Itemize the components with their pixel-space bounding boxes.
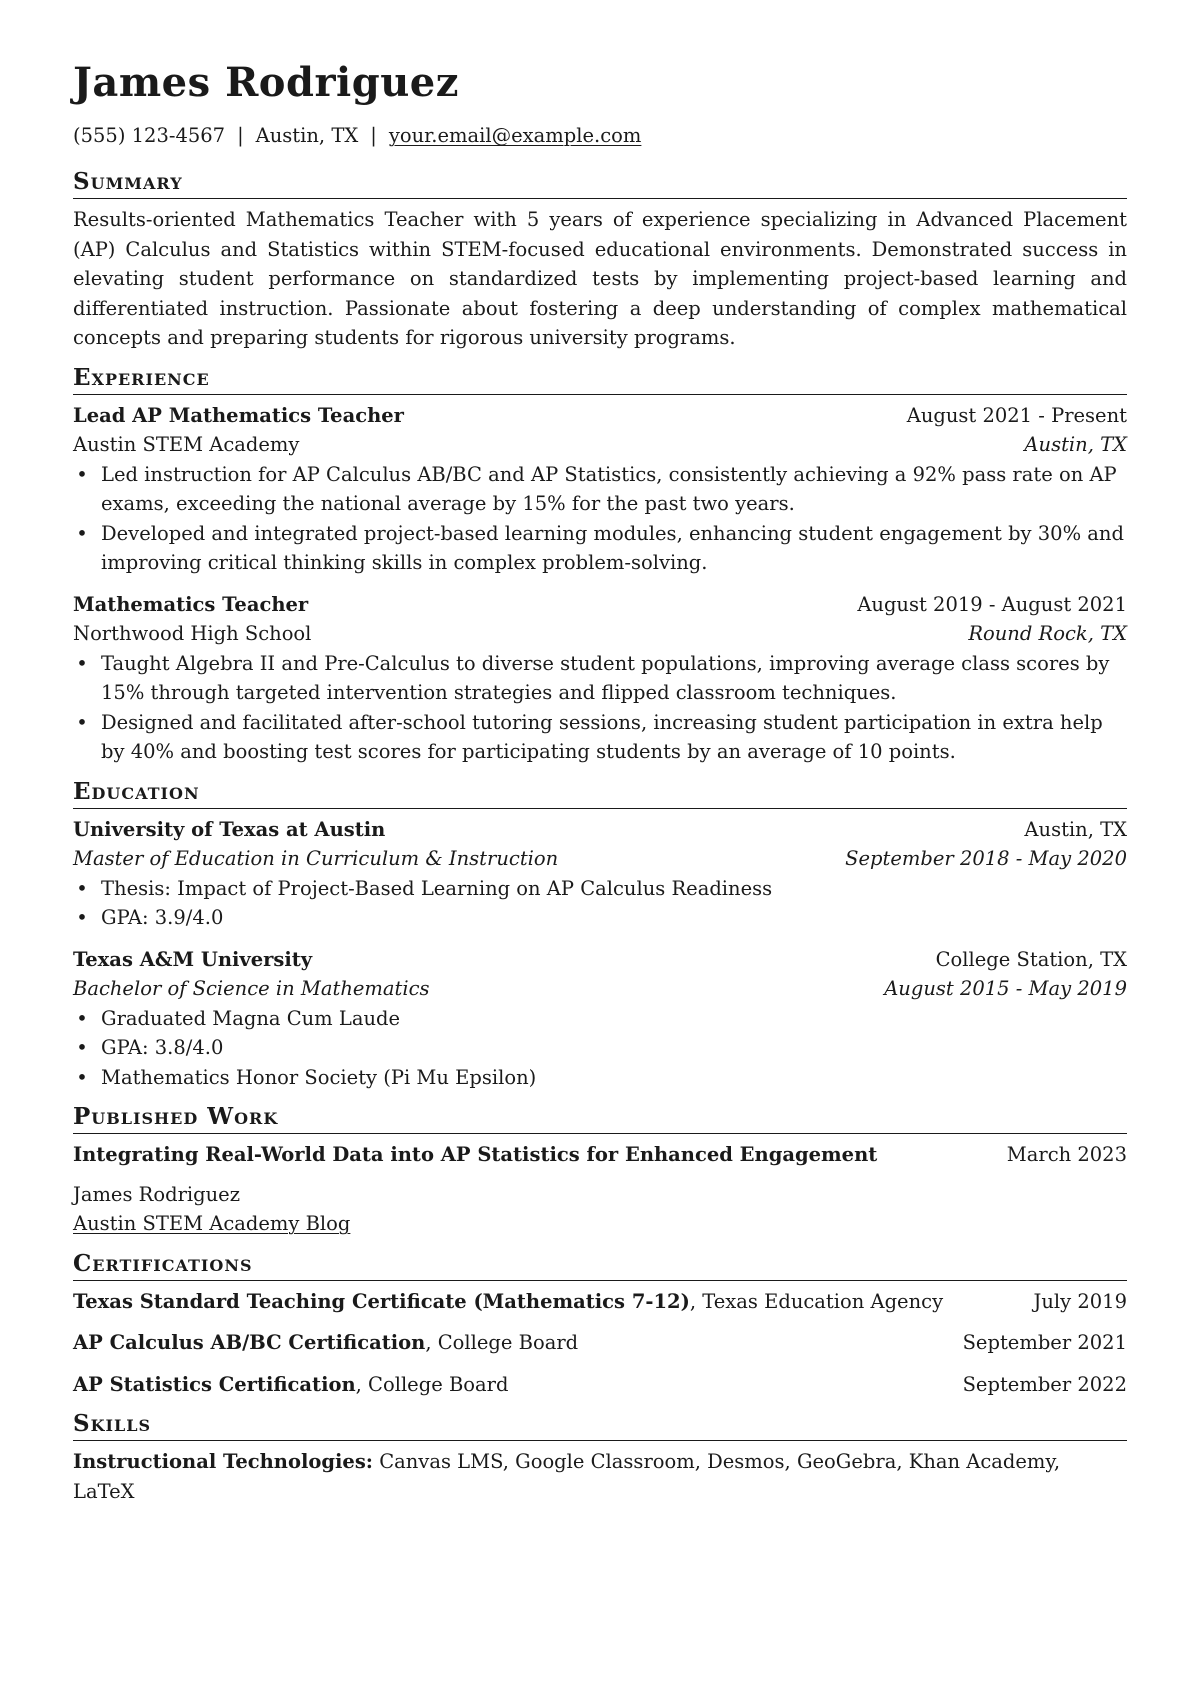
job-header-row [73,590,1127,620]
publication-meta [73,1180,1127,1239]
publication-entry [73,1140,1127,1239]
job-header-row [73,401,1127,431]
job-location: Austin, TX [1024,433,1127,456]
published-work-section [73,1102,1127,1249]
experience-section [73,363,1127,777]
certification-date: September 2022 [962,1372,1127,1396]
candidate-name: James Rodriguez [73,59,459,106]
skill-category: Instructional Technologies: [73,1450,373,1473]
section-title-certifications: Certifications [73,1249,1127,1281]
section-title-education: Education [73,777,1127,809]
job-org-row [73,430,1127,460]
contact-line [73,123,641,149]
job-org-row [73,619,1127,649]
job-entry [73,401,1127,578]
school-name: University of Texas at Austin [73,817,386,841]
certification-issuer: , College Board [355,1372,509,1396]
bullet-item: • Thesis: Impact of Project-Based Learning on AP Calculus Readiness [101,874,1127,904]
job-title: Lead AP Mathematics Teacher [73,403,404,427]
job-organization: Austin STEM Academy [73,433,300,456]
section-title-skills: Skills [73,1409,1127,1441]
job-entry [73,590,1127,767]
section-title-summary: Summary [73,167,1127,199]
school-location: College Station, TX [935,947,1127,971]
certification-row [73,1328,1127,1358]
education-entry [73,945,1127,1093]
education-bullets [73,874,1127,933]
school-header-row [73,945,1127,975]
section-title-experience: Experience [73,363,1127,395]
certification-issuer: , Texas Education Agency [689,1289,944,1313]
section-title-published-work: Published Work [73,1102,1127,1134]
certification-name: AP Calculus AB/BC Certification [73,1331,426,1354]
degree-name: Bachelor of Science in Mathematics [73,977,430,1000]
degree-name: Master of Education in Curriculum & Instruction [73,847,559,870]
skills-section [73,1409,1127,1516]
job-location: Round Rock, TX [968,622,1127,645]
skill-values: Canvas LMS, Google Classroom, Desmos, GeoGebra, Khan Academy, LaTeX [73,1450,1061,1503]
publication-venue-row [73,1209,1127,1239]
education-section [73,777,1127,1103]
degree-dates: September 2018 - May 2020 [845,847,1127,870]
certification-row [73,1370,1127,1400]
bullet-item: • GPA: 3.8/4.0 [101,1033,1127,1063]
school-header-row [73,815,1127,845]
publication-venue-link[interactable]: Austin STEM Academy Blog [73,1212,351,1235]
certification-row [73,1287,1127,1317]
publication-header-row [73,1140,1127,1170]
bullet-item: • Mathematics Honor Society (Pi Mu Epsilon) [101,1063,1127,1093]
degree-row [73,974,1127,1004]
location: Austin, TX [255,124,359,147]
contact-separator: | [370,124,377,147]
education-entry [73,815,1127,933]
resume-content [73,167,1127,1516]
degree-row [73,844,1127,874]
bullet-item: • GPA: 3.9/4.0 [101,903,1127,933]
certifications-list [73,1281,1127,1410]
school-location: Austin, TX [1024,817,1127,841]
certification-name: AP Statistics Certification [73,1372,356,1396]
certification-date: September 2021 [962,1331,1127,1354]
certification-info [73,1328,578,1358]
job-bullets [73,649,1127,767]
phone-number: (555) 123-4567 [73,124,226,147]
skills-list [73,1441,1127,1516]
published-list [73,1134,1127,1249]
certification-info [73,1287,943,1317]
email-link[interactable]: your.email@example.com [388,124,642,147]
summary-text: Results-oriented Mathematics Teacher with 5 years of experience specializing in Advanced Placement (AP) Calculus and Statistics within STEM-focused educational environments. Demonstrated success in elevating student performance on standardized tests by implementing project-based learning and differentiated instruction. Passionate about fostering a deep understanding of complex mathematical concepts and preparing students for rigorous university programs. [73,208,1127,349]
job-dates: August 2019 - August 2021 [857,592,1127,616]
bullet-item: • Graduated Magna Cum Laude [101,1004,1127,1034]
bullet-item: • Developed and integrated project-based learning modules, enhancing student engagement by 30% and improving critical thinking skills in complex problem-solving. [101,519,1127,578]
certification-date: July 2019 [1033,1289,1127,1313]
job-organization: Northwood High School [73,622,312,645]
bullet-item: • Designed and facilitated after-school tutoring sessions, increasing student participation in extra help by 40% and boosting test scores for participating students by an average of 10 points. [101,708,1127,767]
certification-issuer: , College Board [425,1331,579,1354]
degree-dates: August 2015 - May 2019 [884,977,1127,1000]
certification-name: Texas Standard Teaching Certificate (Mathematics 7-12) [73,1289,690,1313]
certification-info [73,1370,508,1400]
skill-line [73,1447,1127,1506]
certifications-section [73,1249,1127,1410]
education-list [73,809,1127,1103]
publication-author: James Rodriguez [73,1182,240,1206]
contact-separator: | [237,124,244,147]
school-name: Texas A&M University [73,947,313,971]
bullet-item: • Led instruction for AP Calculus AB/BC and AP Statistics, consistently achieving a 92% pass rate on AP exams, exceeding the national average by 15% for the past two years. [101,460,1127,519]
job-dates: August 2021 - Present [906,403,1127,427]
publication-title: Integrating Real-World Data into AP Statistics for Enhanced Engagement [73,1143,878,1166]
publication-date: March 2023 [1006,1143,1127,1166]
job-title: Mathematics Teacher [73,592,309,616]
job-bullets [73,460,1127,578]
education-bullets [73,1004,1127,1093]
bullet-item: • Taught Algebra II and Pre-Calculus to diverse student populations, improving average class scores by 15% through targeted intervention strategies and flipped classroom techniques. [101,649,1127,708]
summary-section [73,167,1127,363]
experience-list [73,395,1127,777]
